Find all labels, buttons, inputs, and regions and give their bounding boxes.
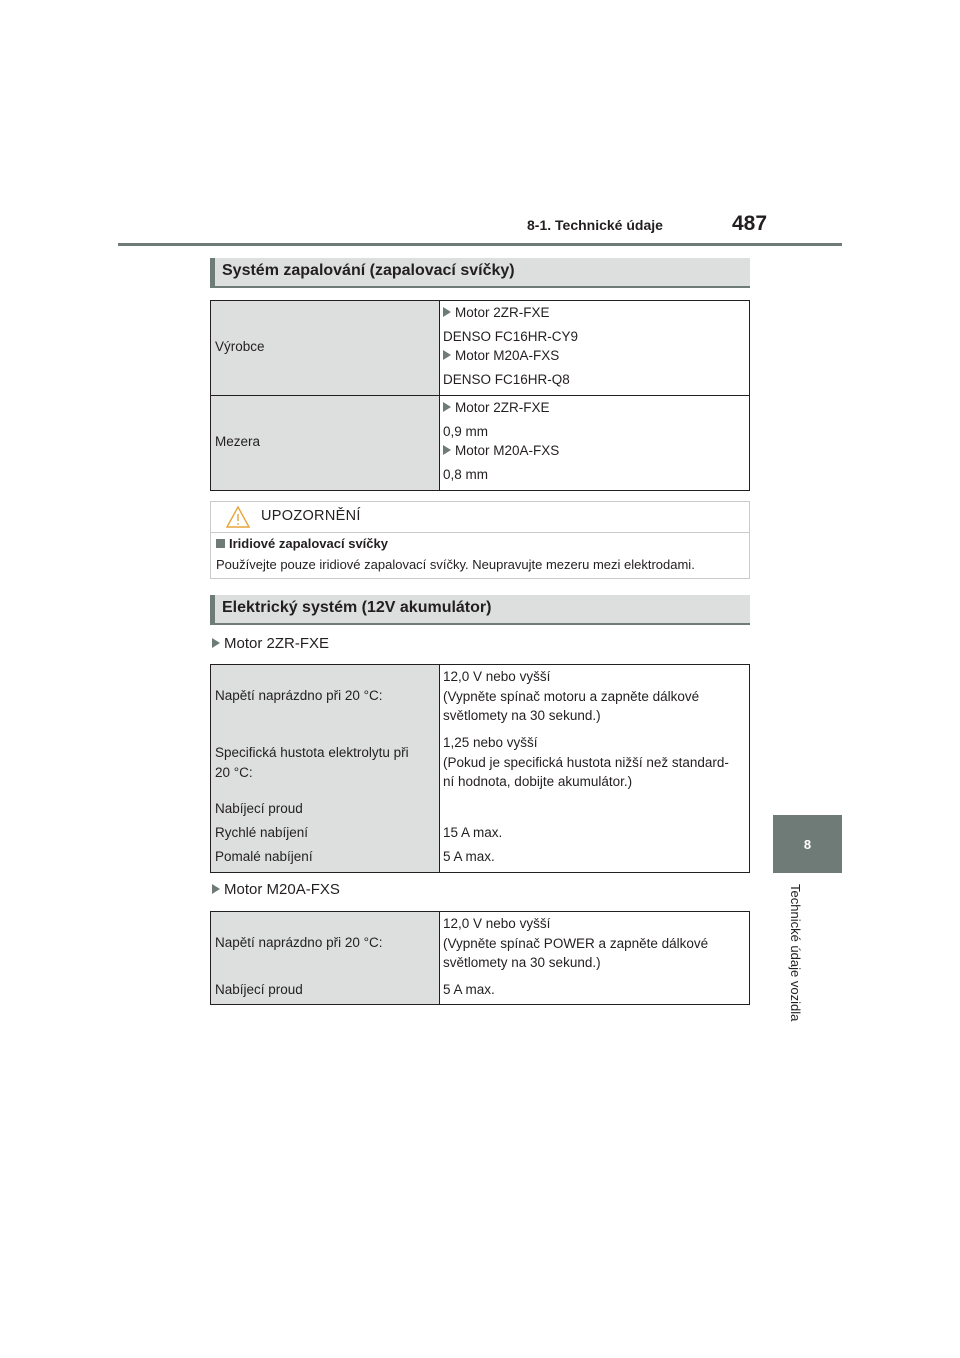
ignition-line: 0,9 mm bbox=[443, 423, 489, 439]
ignition-row-value bbox=[443, 303, 578, 389]
heading-accent-bar bbox=[210, 258, 215, 288]
ignition-line: Motor M20A-FXS bbox=[443, 346, 578, 366]
ignition-row-label: Mezera bbox=[215, 434, 261, 449]
chapter-title: Technické údaje vozidla bbox=[788, 884, 803, 1022]
ignition-line: DENSO FC16HR-CY9 bbox=[443, 328, 579, 344]
bullet-triangle-icon bbox=[443, 445, 451, 455]
battery-row-label: Rychlé nabíjení bbox=[215, 825, 309, 840]
heading-accent-bar bbox=[210, 595, 215, 625]
caution-body: Používejte pouze iridiové zapalovací svíčky. Neupravujte mezeru mezi elektrodami. bbox=[216, 557, 695, 572]
caution-header bbox=[211, 502, 749, 533]
bullet-triangle-icon bbox=[443, 402, 451, 412]
warning-triangle-icon bbox=[226, 506, 250, 528]
caution-box bbox=[210, 501, 750, 579]
ignition-line: DENSO FC16HR-Q8 bbox=[443, 371, 570, 387]
ignition-line: Motor M20A-FXS bbox=[443, 441, 559, 461]
motor-1-label: Motor 2ZR-FXE bbox=[212, 635, 329, 652]
ignition-section-heading bbox=[210, 258, 750, 288]
ignition-row-value bbox=[443, 398, 559, 484]
bullet-triangle-icon bbox=[443, 307, 451, 317]
battery-row-label: Napětí naprázdno při 20 °C: bbox=[215, 935, 383, 950]
electrical-title: Elektrický systém (12V akumulátor) bbox=[222, 599, 492, 616]
header-divider bbox=[118, 243, 842, 246]
battery-row-label: Nabíjecí proud bbox=[215, 801, 303, 816]
battery-row-value: 12,0 V nebo vyšší (Vypněte spínač POWER a zapněte dálkové světlomety na 30 sekund.) bbox=[443, 916, 709, 970]
battery-row-label: Specifická hustota elektrolytu při 20 °C: bbox=[215, 745, 409, 780]
battery-row-label: Napětí naprázdno při 20 °C: bbox=[215, 688, 383, 703]
ignition-line: Motor 2ZR-FXE bbox=[443, 303, 578, 323]
row-divider bbox=[211, 395, 749, 396]
motor-2-label: Motor M20A-FXS bbox=[212, 881, 340, 898]
battery-row-value: 5 A max. bbox=[443, 849, 495, 864]
battery-table-m20a bbox=[210, 911, 750, 1005]
electrical-section-heading bbox=[210, 595, 750, 625]
chapter-tab bbox=[773, 815, 842, 873]
ignition-line: Motor 2ZR-FXE bbox=[443, 398, 559, 418]
caution-subheading-row bbox=[216, 536, 388, 551]
page-number: 487 bbox=[732, 212, 768, 235]
caution-heading: UPOZORNĚNÍ bbox=[261, 508, 361, 524]
battery-row-value: 5 A max. bbox=[443, 982, 495, 997]
ignition-row-label: Výrobce bbox=[215, 339, 265, 354]
battery-row-label: Pomalé nabíjení bbox=[215, 849, 313, 864]
section-title: 8-1. Technické údaje bbox=[527, 217, 663, 233]
battery-row-value: 15 A max. bbox=[443, 825, 503, 840]
chapter-side-label bbox=[785, 884, 805, 1059]
battery-table-2zr bbox=[210, 664, 750, 873]
chapter-number: 8 bbox=[803, 836, 812, 852]
square-bullet-icon bbox=[216, 539, 225, 548]
battery-row-value: 1,25 nebo vyšší (Pokud je specifická hustota nižší než standard- ní hodnota, dobijte akumulátor.) bbox=[443, 735, 729, 789]
battery-row-value: 12,0 V nebo vyšší (Vypněte spínač motoru a zapněte dálkové světlomety na 30 sekund.) bbox=[443, 669, 700, 723]
ignition-title: Systém zapalování (zapalovací svíčky) bbox=[222, 262, 515, 279]
ignition-line: 0,8 mm bbox=[443, 466, 489, 482]
bullet-triangle-icon bbox=[212, 638, 220, 648]
ignition-table bbox=[210, 300, 750, 491]
caution-subheading: Iridiové zapalovací svíčky bbox=[229, 536, 388, 551]
bullet-triangle-icon bbox=[443, 350, 451, 360]
bullet-triangle-icon bbox=[212, 884, 220, 894]
battery-row-label: Nabíjecí proud bbox=[215, 982, 303, 997]
